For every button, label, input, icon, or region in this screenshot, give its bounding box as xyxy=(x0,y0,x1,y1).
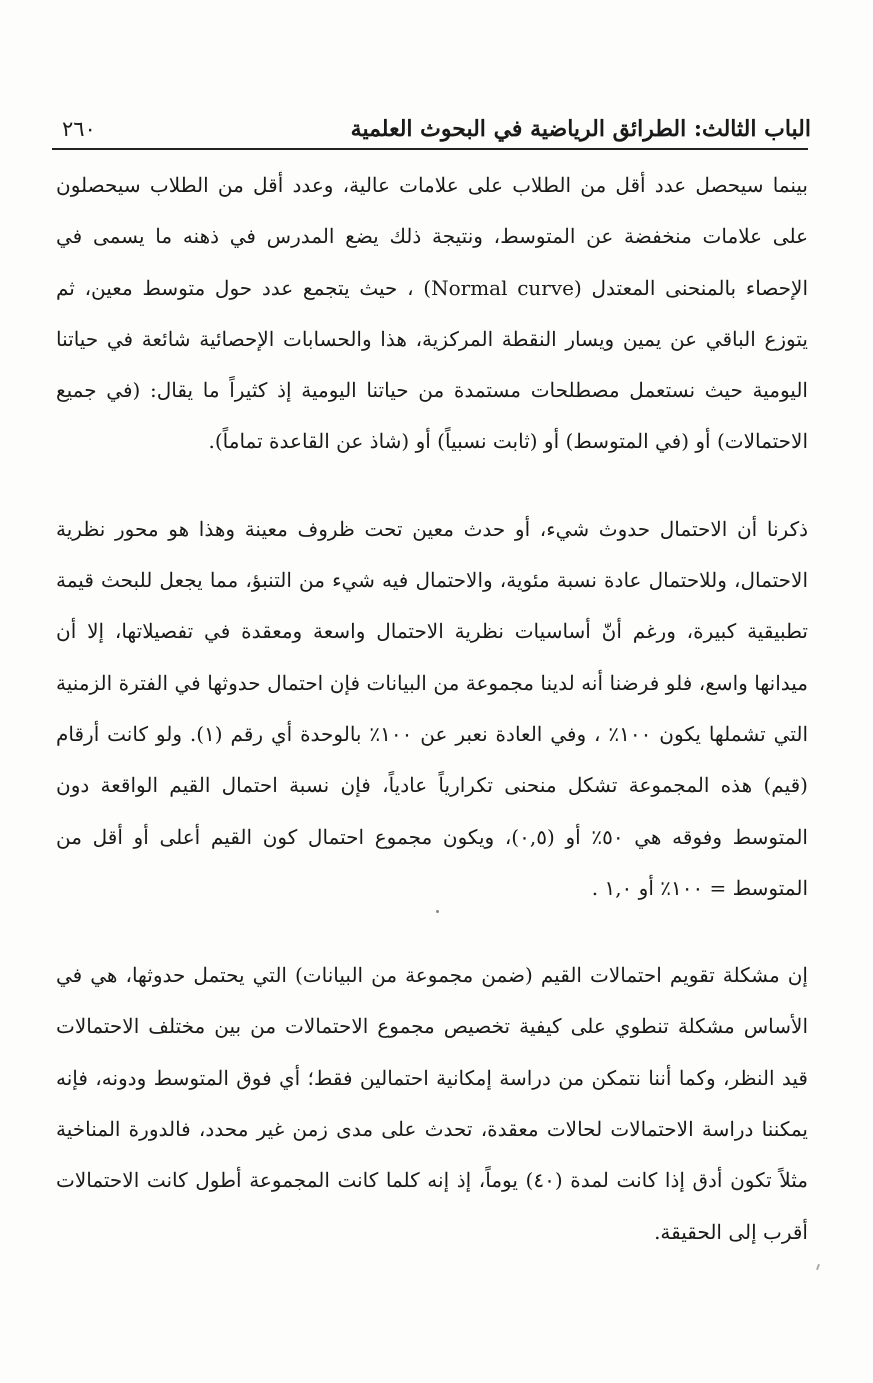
paragraph-probability-evaluation: إن مشكلة تقويم احتمالات القيم (ضمن مجموعة من البيانات) التي يحتمل حدوثها، هي في الأساس مشكلة تنطوي على كيفية تخصيص مجموع الاحتمالات من بين مختلف الاحتمالات قيد النظر، وكما أننا نتمكن من دراسة إمكانية احتمالين فقط؛ أي فوق المتوسط ودونه، فإنه يمكننا دراسة الاحتمالات لحالات معقدة، تحدث على مدى زمن غير محدد، فالدورة المناخية مثلاً تكون أدق إذا كانت لمدة (٤٠) يوماً، إذ إنه كلما كانت المجموعة أطول كانت الاحتمالات أقرب إلى الحقيقة. xyxy=(56,963,808,1244)
scan-mark xyxy=(816,1264,820,1270)
scan-speck xyxy=(436,910,439,913)
running-header xyxy=(62,108,811,144)
body-text xyxy=(56,160,808,1258)
page-number: ٢٦٠ xyxy=(62,117,96,141)
chapter-title: الباب الثالث: الطرائق الرياضية في البحوث العلمية xyxy=(350,116,811,142)
paragraph-probability-theory: ذكرنا أن الاحتمال حدوث شيء، أو حدث معين تحت ظروف معينة وهذا هو محور نظرية الاحتمال، وللاحتمال عادة نسبة مئوية، والاحتمال فيه شيء من التنبؤ، مما يجعل للبحث قيمة تطبيقية كبيرة، ورغم أنّ أساسيات نظرية الاحتمال واسعة ومعقدة في تفصيلاتها، إلا أن ميدانها واسع، فلو فرضنا أنه لدينا مجموعة من البيانات فإن احتمال حدوثها في الفترة الزمنية التي تشملها يكون ١٠٠٪ ، وفي العادة نعبر عن ١٠٠٪ بالوحدة أي رقم (١). ولو كانت أرقام (قيم) هذه المجموعة تشكل منحنى تكرارياً عادياً، فإن نسبة احتمال القيم الواقعة دون المتوسط وفوقه هي ٥٠٪ أو (٠,٥)، ويكون مجموع احتمال كون القيم أعلى أو أقل من المتوسط = ١٠٠٪ أو ١,٠ . xyxy=(56,516,809,900)
paragraph-normal-curve: بينما سيحصل عدد أقل من الطلاب على علامات عالية، وعدد أقل من الطلاب سيحصلون على علامات منخفضة عن المتوسط، ونتيجة ذلك يضع المدرس في ذهنه ما يسمى في الإحصاء بالمنحنى المعتدل (Normal curve) ، حيث يتجمع عدد حول متوسط معين، ثم يتوزع الباقي عن يمين ويسار النقطة المركزية، هذا والحسابات الإحصائية شائعة في حياتنا اليومية حيث نستعمل مصطلحات مستمدة من حياتنا اليومية إذ كثيراً ما يقال: (في جميع الاحتمالات) أو (في المتوسط) أو (ثابت نسبياً) أو (شاذ عن القاعدة تماماً). xyxy=(56,173,808,454)
header-rule xyxy=(52,148,808,150)
